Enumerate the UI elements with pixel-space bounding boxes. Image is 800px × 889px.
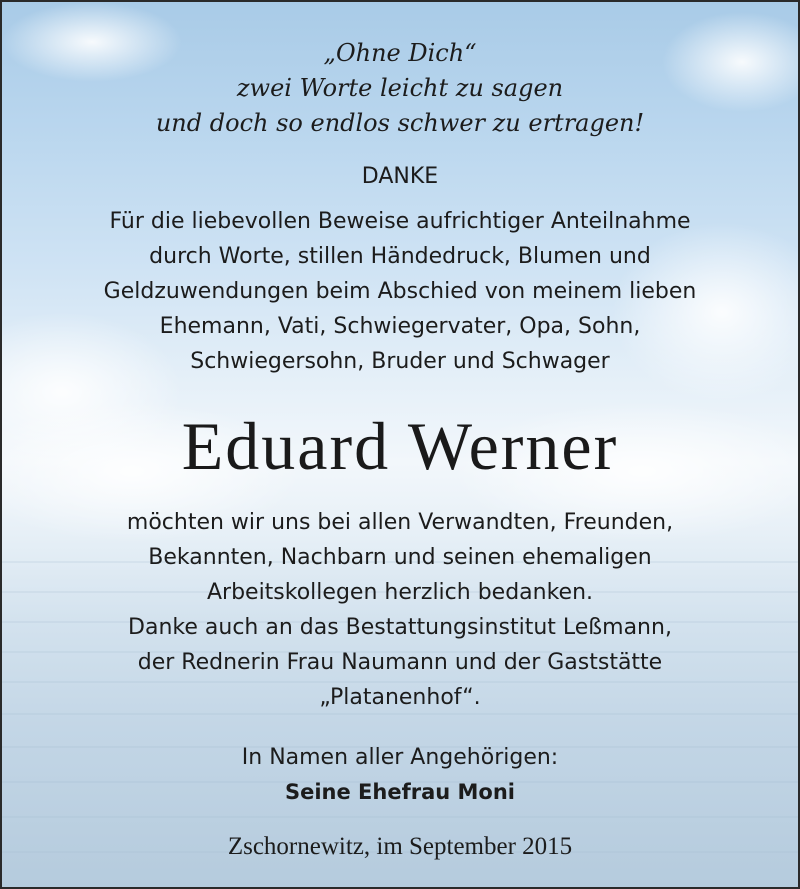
signature-label-block	[2, 740, 798, 775]
obituary-text	[2, 2, 798, 887]
deceased-name	[2, 410, 798, 482]
thanks-line: „Platanenhof“.	[319, 685, 481, 710]
intro-line: Ehemann, Vati, Schwiegervater, Opa, Sohn,	[159, 314, 641, 339]
poem-line-1: „Ohne Dich“	[323, 39, 477, 67]
intro-line: Schwiegersohn, Bruder und Schwager	[190, 349, 610, 374]
danke-label: DANKE	[361, 164, 439, 189]
thanks-paragraph	[2, 505, 798, 715]
poem-line-3: und doch so endlos schwer zu ertragen!	[155, 109, 645, 137]
thanks-line: Arbeitskollegen herzlich bedanken.	[206, 580, 594, 605]
thanks-line: Danke auch an das Bestattungsinstitut Leßmann,	[128, 615, 672, 640]
intro-line: Für die liebevollen Beweise aufrichtiger Anteilnahme	[109, 209, 691, 234]
deceased-name-text: Eduard Werner	[181, 408, 619, 484]
thanks-line: möchten wir uns bei allen Verwandten, Freunden,	[126, 510, 674, 535]
signer-block	[2, 775, 798, 809]
thanks-line: der Rednerin Frau Naumann und der Gaststätte	[137, 650, 663, 675]
signer-name: Seine Ehefrau Moni	[284, 780, 515, 804]
place-date-block	[2, 830, 798, 864]
place-date: Zschornewitz, im September 2015	[227, 833, 573, 860]
danke-heading	[2, 159, 798, 194]
signature-label: In Namen aller Angehörigen:	[241, 745, 559, 770]
intro-paragraph	[2, 204, 798, 379]
poem	[2, 36, 798, 141]
intro-line: durch Worte, stillen Händedruck, Blumen und	[149, 244, 651, 269]
poem-line-2: zwei Worte leicht zu sagen	[236, 74, 564, 102]
thanks-line: Bekannten, Nachbarn und seinen ehemaligen	[148, 545, 652, 570]
intro-line: Geldzuwendungen beim Abschied von meinem lieben	[103, 279, 697, 304]
